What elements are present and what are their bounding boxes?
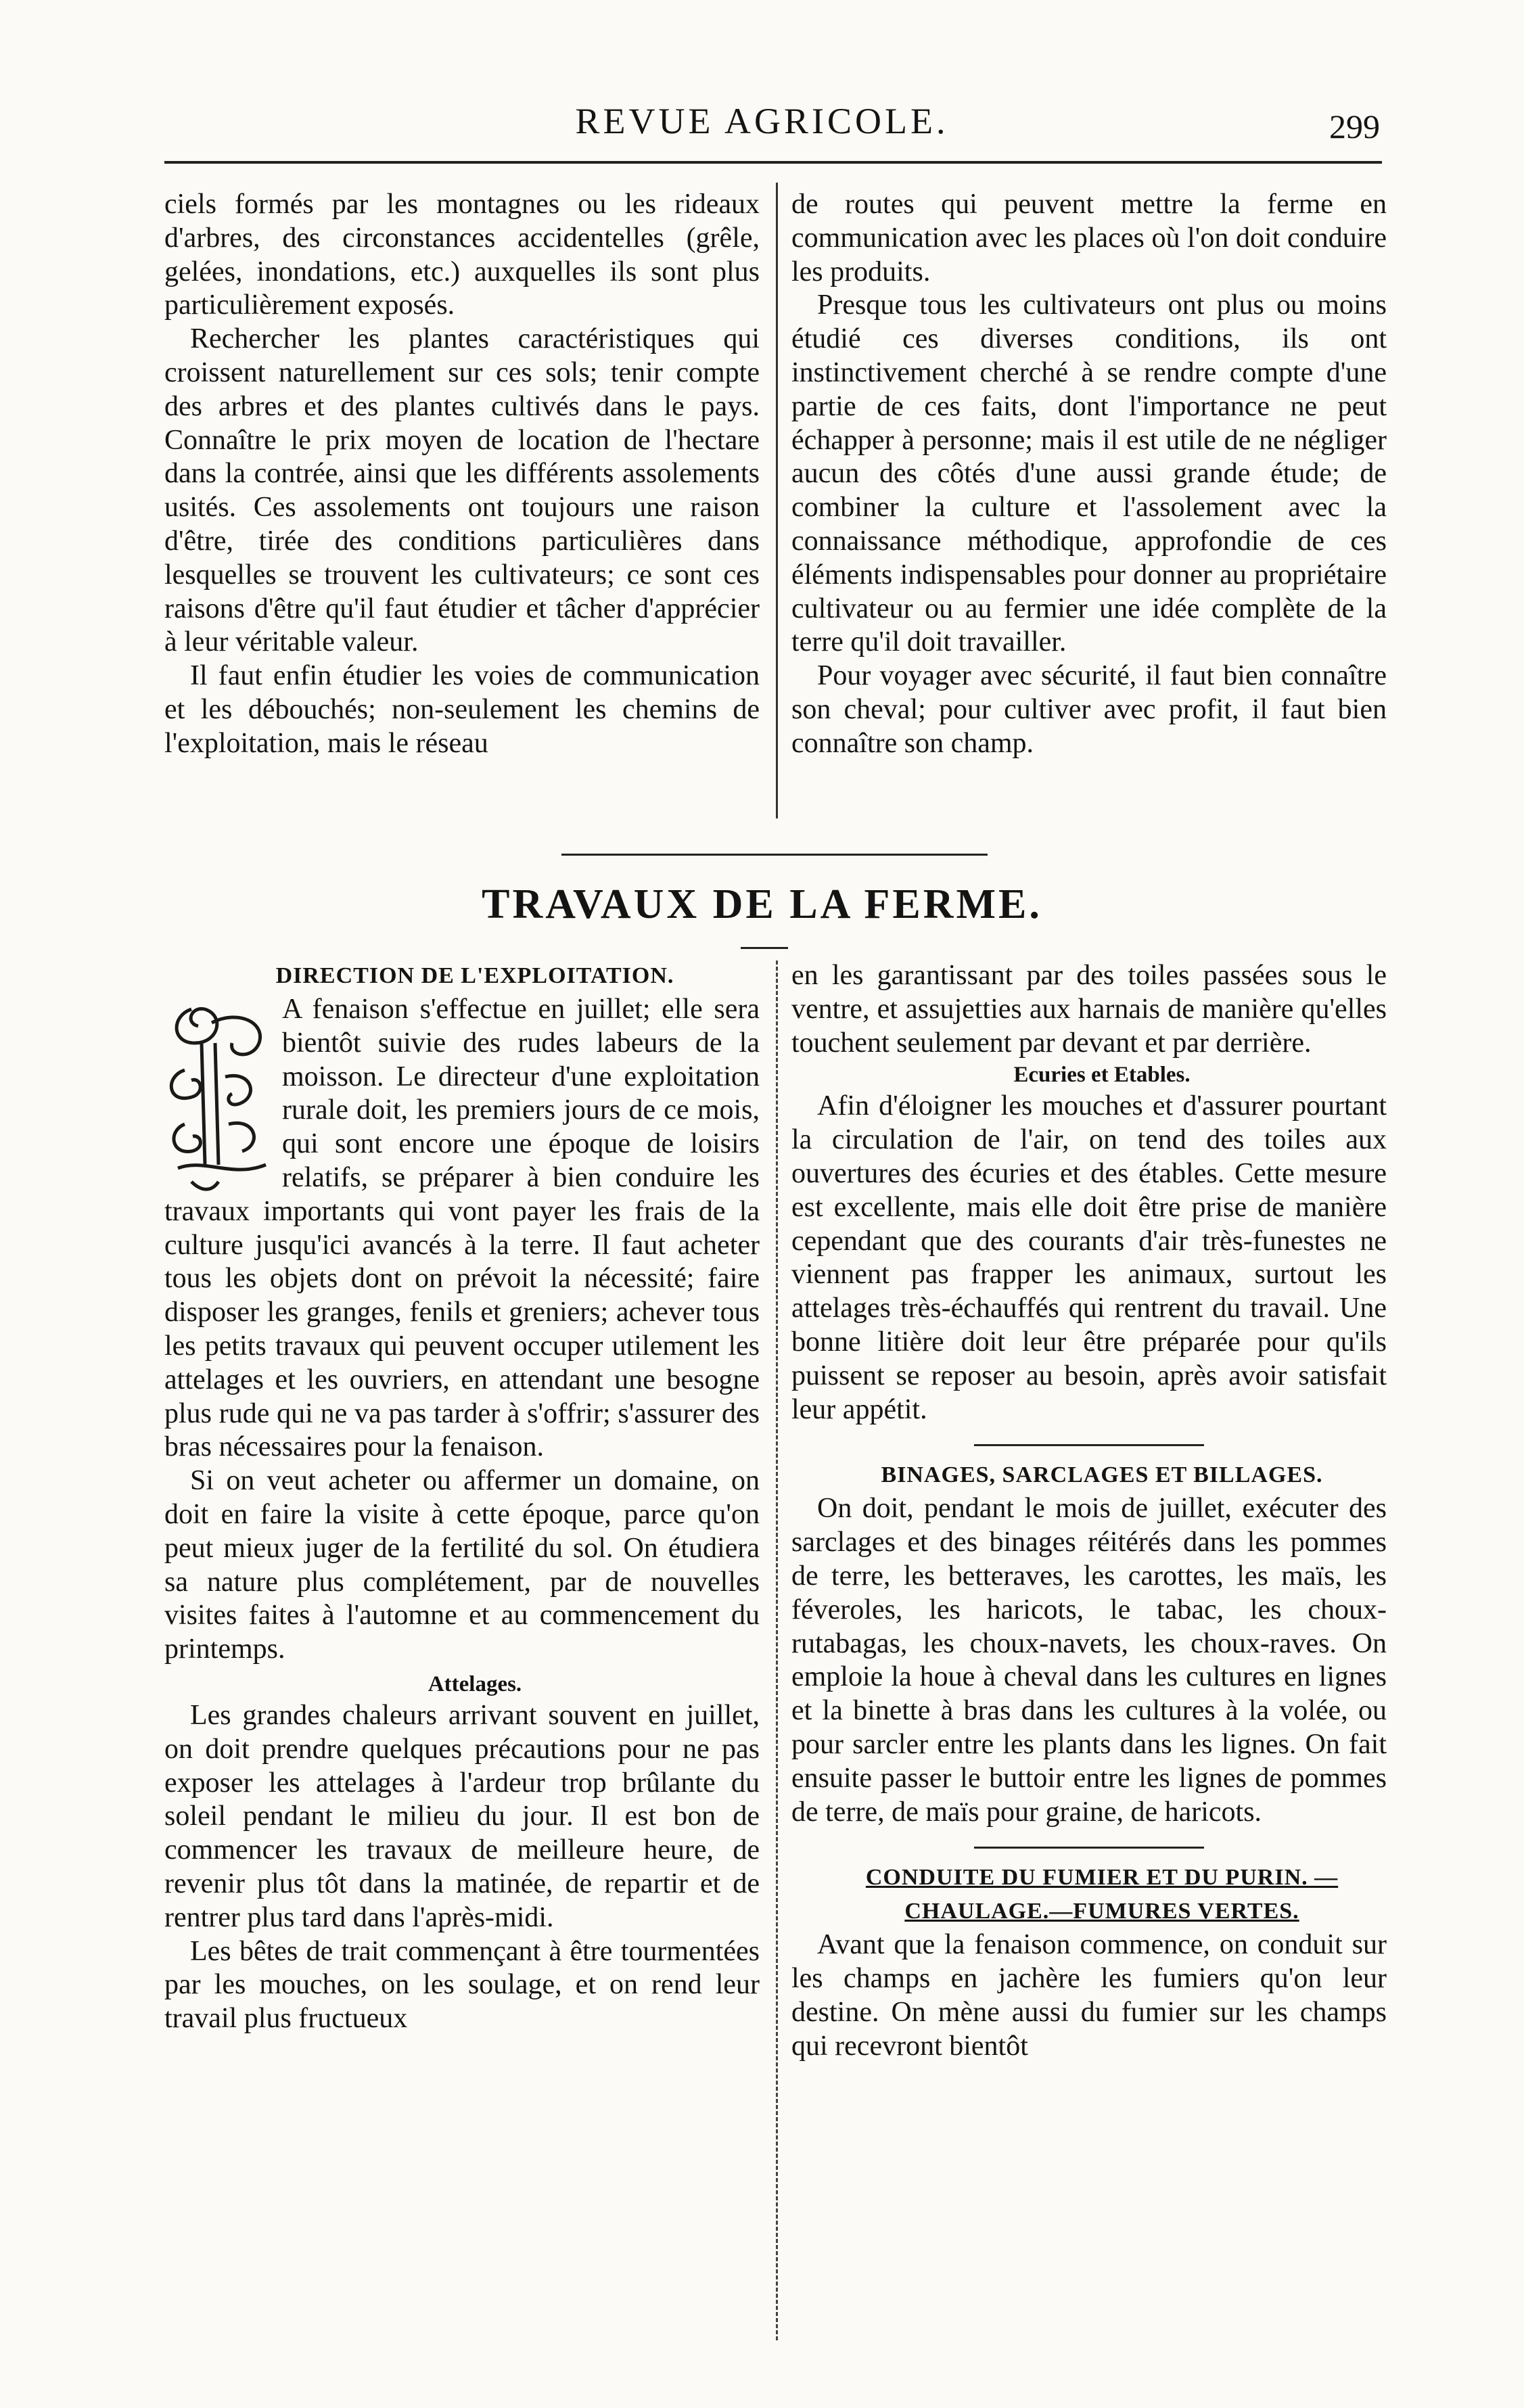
paragraph: Les bêtes de trait commençant à être tourmentées par les mouches, on les soulage, et on rend leur travail plus fructueux [164, 1935, 760, 2035]
page-number: 299 [1329, 108, 1380, 145]
attelages-heading: Attelages. [428, 1671, 522, 1696]
ornamental-l-icon [164, 996, 273, 1192]
paragraph: de routes qui peuvent mettre la ferme en communication avec les places où l'on doit conduire les produits. [791, 189, 1387, 287]
paragraph: Si on veut acheter ou affermer un domaine, on doit en faire la visite à cette époque, parce qu'on peut mieux juger de la fertilité du sol. On étudiera sa nature plus complétement, par de nouvelles visites faites à l'automne et au commencement du printemps. [164, 1465, 760, 1665]
paragraph: A fenaison s'effectue en juillet; elle sera bientôt suivie des rudes labeurs de la moisson. Le directeur d'une exploitation rurale doit, les premiers jours de ce mois, qui sont encore une époque de loisirs relatifs, se préparer à bien conduire les travaux importants qui vont payer les frais de la culture jusqu'ici avancés à la terre. Il faut acheter tous les objets dont on prévoit la nécessité; faire disposer les granges, fenils et greniers; achever tous les petits travaux qui peuvent occuper utilement les attelages et les ouvriers, en attendant une besogne plus rude qui ne va pas tarder à s'offrir; s'assurer des bras nécessaires pour la fenaison. [164, 994, 760, 1463]
binages-heading: BINAGES, SARCLAGES ET BILLAGES. [881, 1462, 1323, 1488]
top-left-column [164, 188, 760, 761]
ornamental-initial [164, 996, 273, 1192]
paragraph: Pour voyager avec sécurité, il faut bien connaître son cheval; pour cultiver avec profit, il faut bien connaître son champ. [791, 660, 1387, 759]
paragraph: Rechercher les plantes caractéristiques qui croissent naturellement sur ces sols; tenir compte des arbres et des plantes cultivés dans le pays. Connaître le prix moyen de location de l'hectare dans la contrée, ainsi que les différents assolements usités. Ces assolements ont toujours une raison d'être, tirée des conditions particulières dans lesquelles se trouvent les cultivateurs; ce sont ces raisons d'être qu'il faut étudier et tâcher d'apprécier à leur véritable valeur. [164, 323, 760, 658]
divider-rule [974, 1847, 1204, 1849]
header-rule [164, 161, 1382, 164]
paragraph: Les grandes chaleurs arrivant souvent en juillet, on doit prendre quelques précautions pour ne pas exposer les attelages à l'ardeur trop brûlante du soleil pendant le milieu du jour. Il est bon de commencer les travaux de meilleure heure, de revenir plus tôt dans la matinée, de repartir et de rentrer plus tard dans l'après-midi. [164, 1699, 760, 1933]
column-divider [776, 960, 778, 2340]
conduite-heading-line2: CHAULAGE.—FUMURES VERTES. [904, 1899, 1299, 1924]
section-title: TRAVAUX DE LA FERME. [482, 881, 1042, 927]
paragraph: ciels formés par les montagnes ou les rideaux d'arbres, des circonstances accidentelles (grêle, gelées, inondations, etc.) auxquelles ils sont plus particulièrement exposés. [164, 189, 760, 321]
paragraph: Presque tous les cultivateurs ont plus ou moins étudié ces diverses conditions, ils ont instinctivement cherché à se rendre compte d'une partie de ces faits, dont l'importance ne peut échapper à personne; mais il est utile de ne négliger aucun des côtés d'une aussi grande étude; de combiner la culture et l'assolement avec la connaissance méthodique, approfondie de ces éléments indispensables pour donner au propriétaire cultivateur ou au fermier une idée complète de la terre qu'il doit travailler. [791, 290, 1387, 658]
conduite-heading-line1: CONDUITE DU FUMIER ET DU PURIN. — [865, 1865, 1339, 1891]
paragraph: Avant que la fenaison commence, on conduit sur les champs en jachère les fumiers qu'on leur destine. On mène aussi du fumier sur les champs qui recevront bientôt [791, 1929, 1387, 2062]
direction-heading: DIRECTION DE L'EXPLOITATION. [275, 963, 674, 988]
paragraph: On doit, pendant le mois de juillet, exécuter des sarclages et des binages réitérés dans les pommes de terre, les betteraves, les carottes, les maïs, les féveroles, les haricots, le tabac, les choux-rutabagas, les choux-navets, les choux-raves. On emploie la houe à cheval dans les cultures en lignes et la binette à bras dans les cultures à la volée, ou pour sarcler entre les plants dans les lignes. On fait ensuite passer le buttoir entre les lignes de pommes de terre, de maïs pour graine, de haricots. [791, 1493, 1387, 1828]
paragraph: Afin d'éloigner les mouches et d'assurer pourtant la circulation de l'air, on tend des toiles aux ouvertures des écuries et des étables. Cette mesure est excellente, mais elle doit être prise de manière cependant que des courants d'air très-funestes ne viennent pas frapper les animaux, surtout les attelages très-échauffés qui rentrent du travail. Une bonne litière doit leur être préparée pour qu'ils puissent se reposer au besoin, après avoir satisfait leur appétit. [791, 1090, 1387, 1425]
right-column [791, 959, 1387, 2064]
column-divider [776, 183, 778, 818]
left-column [164, 959, 760, 2036]
paragraph: Il faut enfin étudier les voies de communication et les débouchés; non-seulement les chemins de l'exploitation, mais le réseau [164, 660, 760, 759]
section-top-rule [561, 854, 988, 856]
ecuries-heading: Ecuries et Etables. [1013, 1063, 1191, 1088]
section-bottom-rule [741, 947, 788, 949]
divider-rule [974, 1444, 1204, 1446]
top-right-column [791, 188, 1387, 761]
running-header-title: REVUE AGRICOLE. [575, 101, 949, 141]
paragraph: en les garantissant par des toiles passées sous le ventre, et assujetties aux harnais de manière qu'elles touchent seulement par devant et par derrière. [791, 960, 1387, 1059]
